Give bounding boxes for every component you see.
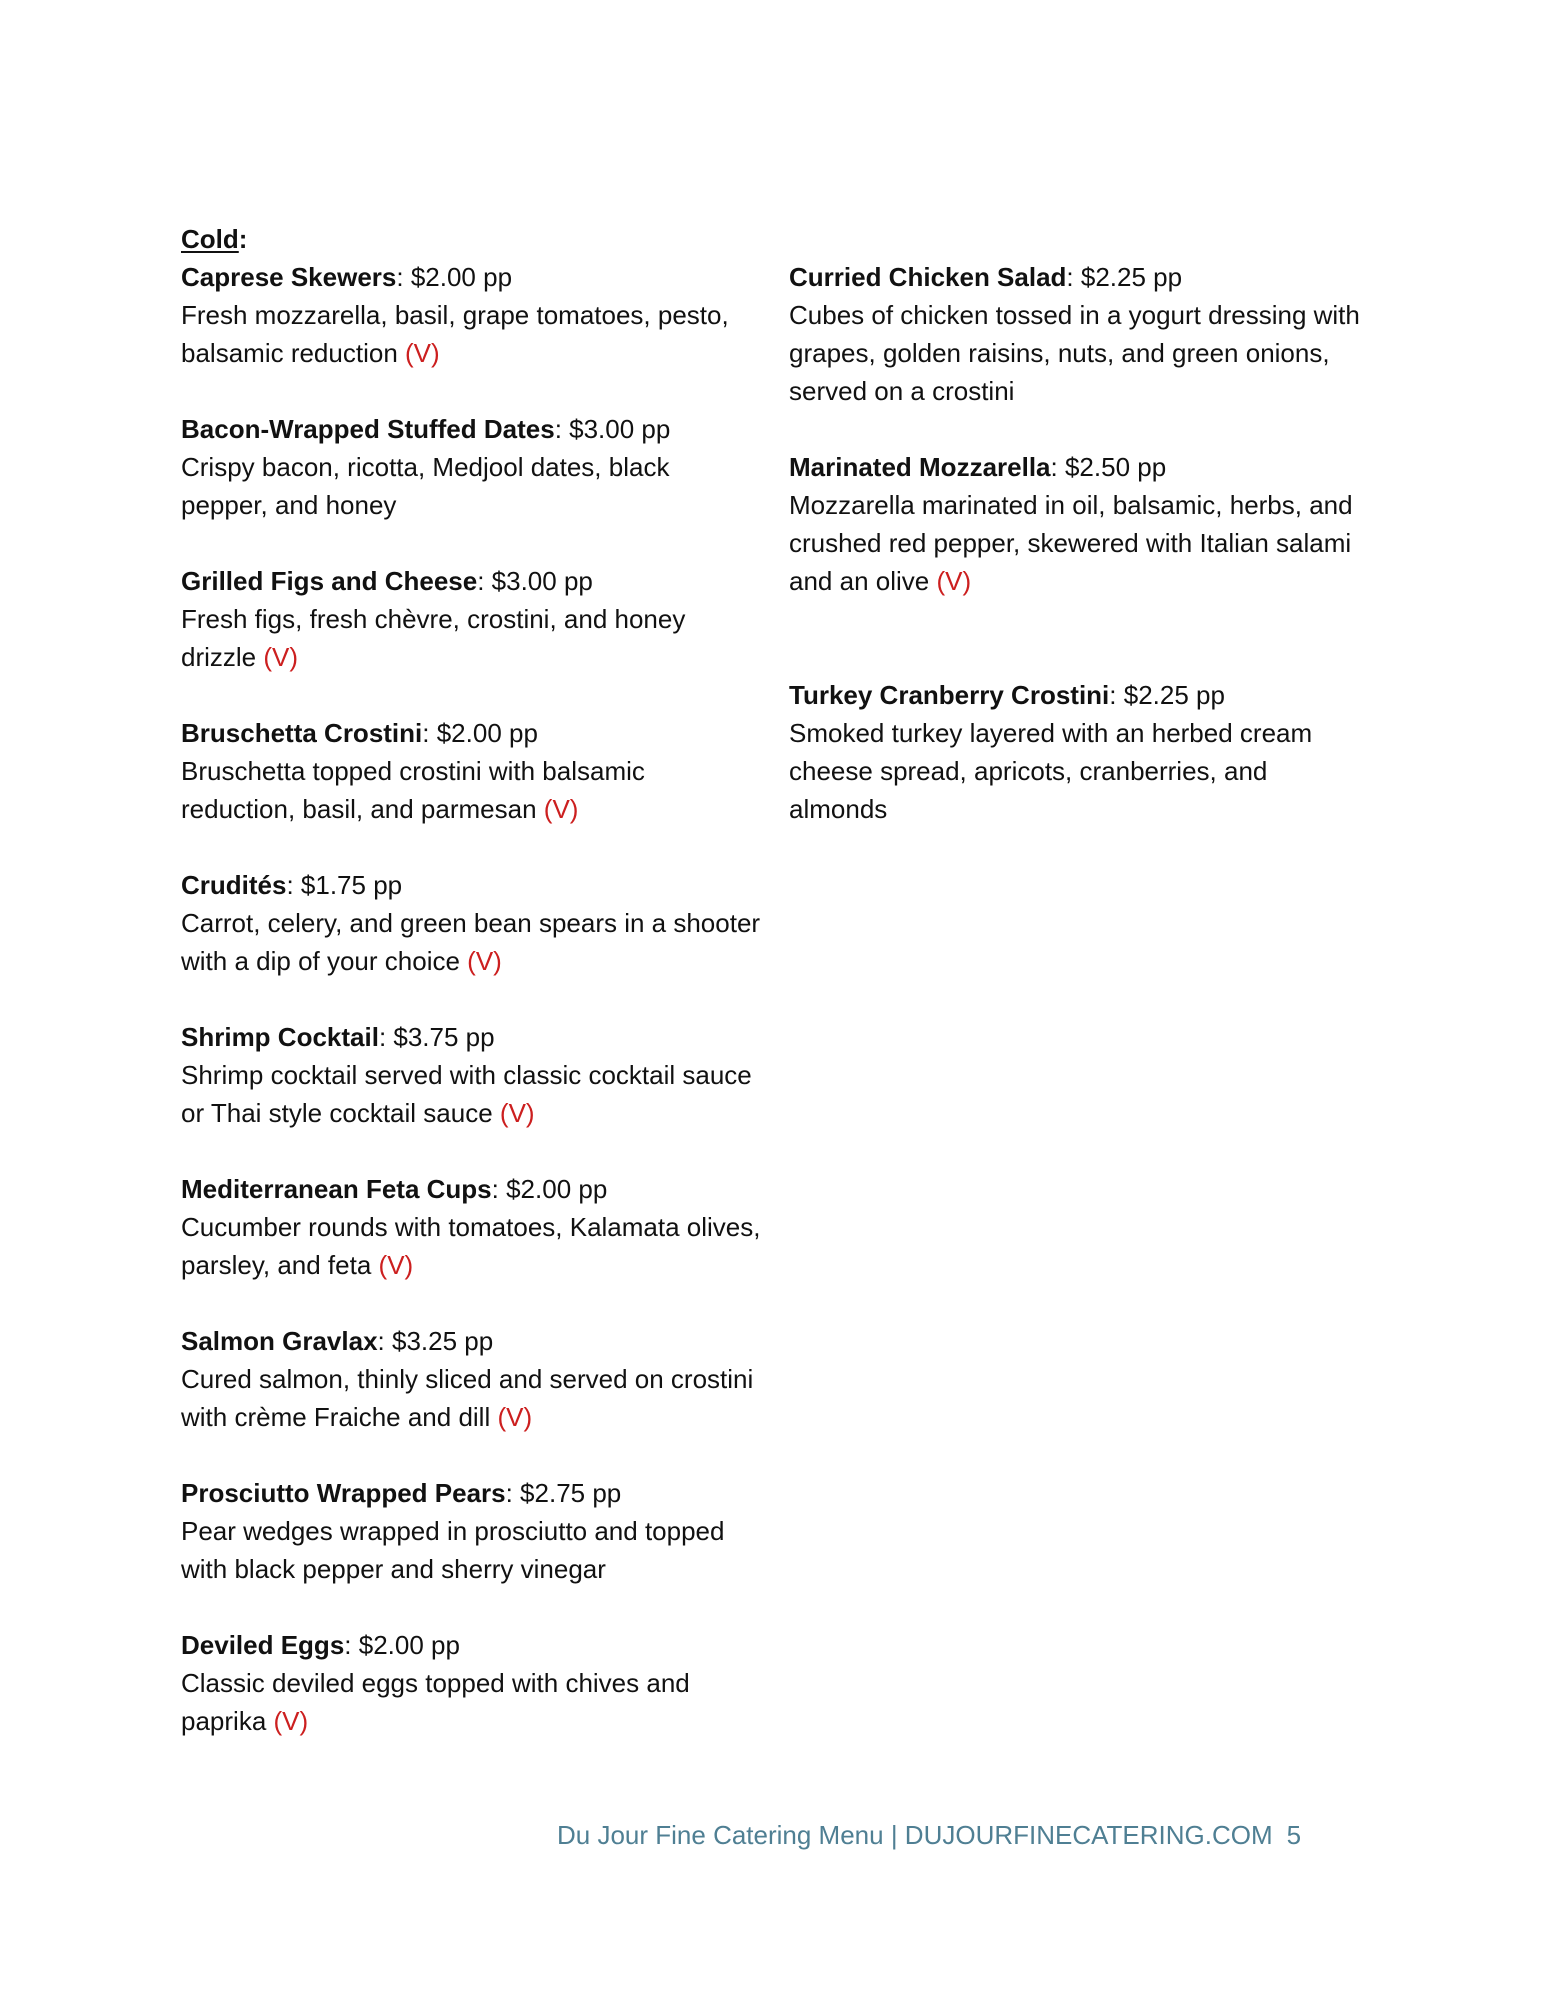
menu-item-description	[789, 486, 1369, 600]
menu-item-description	[789, 296, 1369, 410]
menu-item-prosciutto-wrapped-pears	[181, 1474, 761, 1588]
vegetarian-tag: (V)	[378, 1250, 414, 1280]
menu-item-description	[181, 600, 761, 676]
menu-item-shrimp-cocktail	[181, 1018, 761, 1132]
page-number: 5	[1286, 1820, 1302, 1850]
right-column	[789, 220, 1369, 866]
menu-item-crudites	[181, 866, 761, 980]
menu-item-name: Deviled Eggs	[181, 1630, 345, 1660]
menu-item-description	[181, 448, 761, 524]
menu-item-description-text: Shrimp cocktail served with classic cocktail sauce or Thai style cocktail sauce	[181, 1060, 752, 1128]
menu-item-name: Shrimp Cocktail	[181, 1022, 379, 1052]
menu-item-turkey-cranberry-crostini	[789, 676, 1369, 828]
menu-item-price: : $2.00 pp	[491, 1174, 608, 1204]
menu-item-description	[181, 752, 761, 828]
menu-item-price: : $2.25 pp	[1109, 680, 1225, 710]
section-heading-colon: :	[238, 224, 248, 254]
menu-item-name: Turkey Cranberry Crostini	[789, 680, 1110, 710]
menu-item-mediterranean-feta-cups	[181, 1170, 761, 1284]
menu-item-caprese-skewers	[181, 258, 761, 372]
menu-item-price: : $3.00 pp	[554, 414, 671, 444]
menu-item-title	[181, 562, 761, 600]
menu-item-description	[181, 1360, 761, 1436]
menu-item-curried-chicken-salad	[789, 258, 1369, 410]
footer-text: Du Jour Fine Catering Menu | DUJOURFINECATERING.COM	[557, 1820, 1273, 1850]
menu-item-title	[181, 1018, 761, 1056]
menu-item-price: : $2.00 pp	[344, 1630, 460, 1660]
menu-item-title	[181, 1626, 761, 1664]
left-column	[181, 220, 761, 1778]
menu-item-price: : $2.75 pp	[505, 1478, 622, 1508]
vegetarian-tag: (V)	[499, 1098, 535, 1128]
menu-item-title	[181, 714, 761, 752]
menu-item-description-text: Cured salmon, thinly sliced and served on crostini with crème Fraiche and dill	[181, 1364, 754, 1432]
menu-item-title	[181, 1322, 761, 1360]
menu-item-price: : $2.25 pp	[1066, 262, 1183, 292]
menu-item-price: : $2.00 pp	[422, 718, 538, 748]
menu-item-title	[181, 1170, 761, 1208]
menu-item-title	[181, 258, 761, 296]
menu-item-name: Bacon-Wrapped Stuffed Dates	[181, 414, 555, 444]
menu-item-description-text: Cubes of chicken tossed in a yogurt dressing with grapes, golden raisins, nuts, and green onions, served on a crostini	[789, 300, 1360, 406]
menu-item-description	[181, 296, 761, 372]
menu-item-title	[789, 676, 1369, 714]
menu-item-description-text: Mozzarella marinated in oil, balsamic, herbs, and crushed red pepper, skewered with Italian salami and an olive	[789, 490, 1353, 596]
vegetarian-tag: (V)	[273, 1706, 309, 1736]
section-heading	[181, 220, 761, 258]
menu-item-name: Bruschetta Crostini	[181, 718, 423, 748]
menu-item-description	[181, 1208, 761, 1284]
vegetarian-tag: (V)	[263, 642, 299, 672]
menu-item-marinated-mozzarella	[789, 448, 1369, 600]
vegetarian-tag: (V)	[543, 794, 579, 824]
menu-item-description-text: Classic deviled eggs topped with chives and paprika	[181, 1668, 690, 1736]
menu-item-description-text: Smoked turkey layered with an herbed cream cheese spread, apricots, cranberries, and almonds	[789, 718, 1313, 824]
menu-item-salmon-gravlax	[181, 1322, 761, 1436]
menu-item-price: : $3.00 pp	[477, 566, 593, 596]
menu-item-description	[181, 1512, 761, 1588]
menu-item-description-text: Cucumber rounds with tomatoes, Kalamata olives, parsley, and feta	[181, 1212, 761, 1280]
menu-item-grilled-figs-and-cheese	[181, 562, 761, 676]
menu-item-price: : $3.25 pp	[377, 1326, 494, 1356]
column-spacer	[789, 220, 1369, 258]
menu-item-title	[181, 866, 761, 904]
menu-item-description-text: Carrot, celery, and green bean spears in a shooter with a dip of your choice	[181, 908, 761, 976]
item-gap	[789, 638, 1369, 676]
menu-item-description	[181, 1664, 761, 1740]
menu-item-name: Grilled Figs and Cheese	[181, 566, 478, 596]
menu-item-name: Crudités	[181, 870, 287, 900]
menu-item-name: Caprese Skewers	[181, 262, 397, 292]
menu-item-price: : $3.75 pp	[378, 1022, 495, 1052]
menu-item-title	[789, 448, 1369, 486]
menu-item-name: Salmon Gravlax	[181, 1326, 378, 1356]
menu-item-price: : $2.50 pp	[1050, 452, 1167, 482]
menu-item-description	[181, 1056, 761, 1132]
menu-item-name: Marinated Mozzarella	[789, 452, 1051, 482]
vegetarian-tag: (V)	[497, 1402, 533, 1432]
menu-item-name: Prosciutto Wrapped Pears	[181, 1478, 506, 1508]
menu-item-title	[789, 258, 1369, 296]
menu-item-description	[181, 904, 761, 980]
menu-item-description-text: Fresh figs, fresh chèvre, crostini, and honey drizzle	[181, 604, 686, 672]
vegetarian-tag: (V)	[467, 946, 502, 976]
vegetarian-tag: (V)	[405, 338, 440, 368]
menu-item-bacon-wrapped-stuffed-dates	[181, 410, 761, 524]
page-footer	[557, 1818, 1301, 1852]
menu-item-description	[789, 714, 1369, 828]
section-heading-label: Cold	[181, 224, 239, 254]
menu-item-name: Curried Chicken Salad	[789, 262, 1067, 292]
menu-item-description-text: Crispy bacon, ricotta, Medjool dates, black pepper, and honey	[181, 452, 670, 520]
menu-item-description-text: Pear wedges wrapped in prosciutto and topped with black pepper and sherry vinegar	[181, 1516, 725, 1584]
menu-item-description-text: Fresh mozzarella, basil, grape tomatoes, pesto, balsamic reduction	[181, 300, 729, 368]
menu-item-price: : $2.00 pp	[396, 262, 513, 292]
menu-item-price: : $1.75 pp	[286, 870, 403, 900]
menu-item-deviled-eggs	[181, 1626, 761, 1740]
menu-item-title	[181, 1474, 761, 1512]
menu-item-bruschetta-crostini	[181, 714, 761, 828]
menu-item-title	[181, 410, 761, 448]
vegetarian-tag: (V)	[936, 566, 972, 596]
menu-item-name: Mediterranean Feta Cups	[181, 1174, 492, 1204]
menu-item-description-text: Bruschetta topped crostini with balsamic reduction, basil, and parmesan	[181, 756, 645, 824]
